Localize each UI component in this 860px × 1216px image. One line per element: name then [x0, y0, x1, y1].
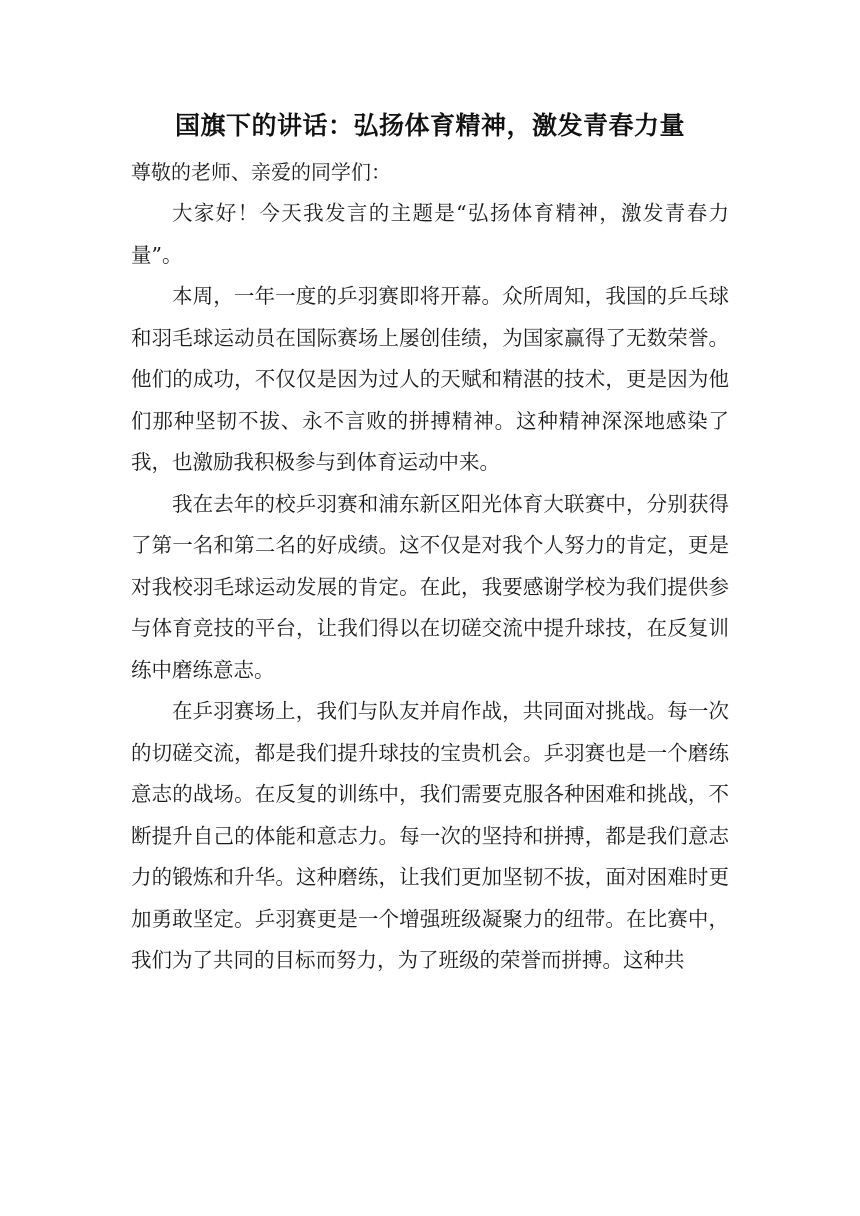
document-title: 国旗下的讲话：弘扬体育精神，激发青春力量	[174, 111, 685, 140]
paragraph-competition: 在乒羽赛场上，我们与队友并肩作战，共同面对挑战。每一次的切磋交流，都是我们提升球技的宝贵机会。乒羽赛也是一个磨练意志的战场。在反复的训练中，我们需要克服各种困难和挑战，不断提升自己的体能和意志力。每一次的坚持和拼搏，都是我们意志力的锻炼和升华。这种磨练，让我们更加坚韧不拔，面对困难时更加勇敢坚定。乒羽赛更是一个增强班级凝聚力的纽带。在比赛中，我们为了共同的目标而努力，为了班级的荣誉而拼搏。这种共	[131, 699, 729, 972]
speech-body	[131, 193, 729, 982]
salutation: 尊敬的老师、亲爱的同学们：	[131, 160, 391, 184]
paragraph-achievement: 我在去年的校乒羽赛和浦东新区阳光体育大联赛中，分别获得了第一名和第二名的好成绩。这不仅是对我个人努力的肯定，更是对我校羽毛球运动发展的肯定。在此，我要感谢学校为我们提供参与体育竞技的平台，让我们得以在切磋交流中提升球技，在反复训练中磨练意志。	[131, 491, 729, 682]
paragraph-greeting: 大家好！今天我发言的主题是“弘扬体育精神，激发青春力量”。	[131, 201, 729, 267]
paragraph-intro: 本周，一年一度的乒羽赛即将开幕。众所周知，我国的乒乓球和羽毛球运动员在国际赛场上屡创佳绩，为国家赢得了无数荣誉。他们的成功，不仅仅是因为过人的天赋和精湛的技术，更是因为他们那种坚韧不拔、永不言败的拼搏精神。这种精神深深地感染了我，也激励我积极参与到体育运动中来。	[131, 284, 729, 474]
